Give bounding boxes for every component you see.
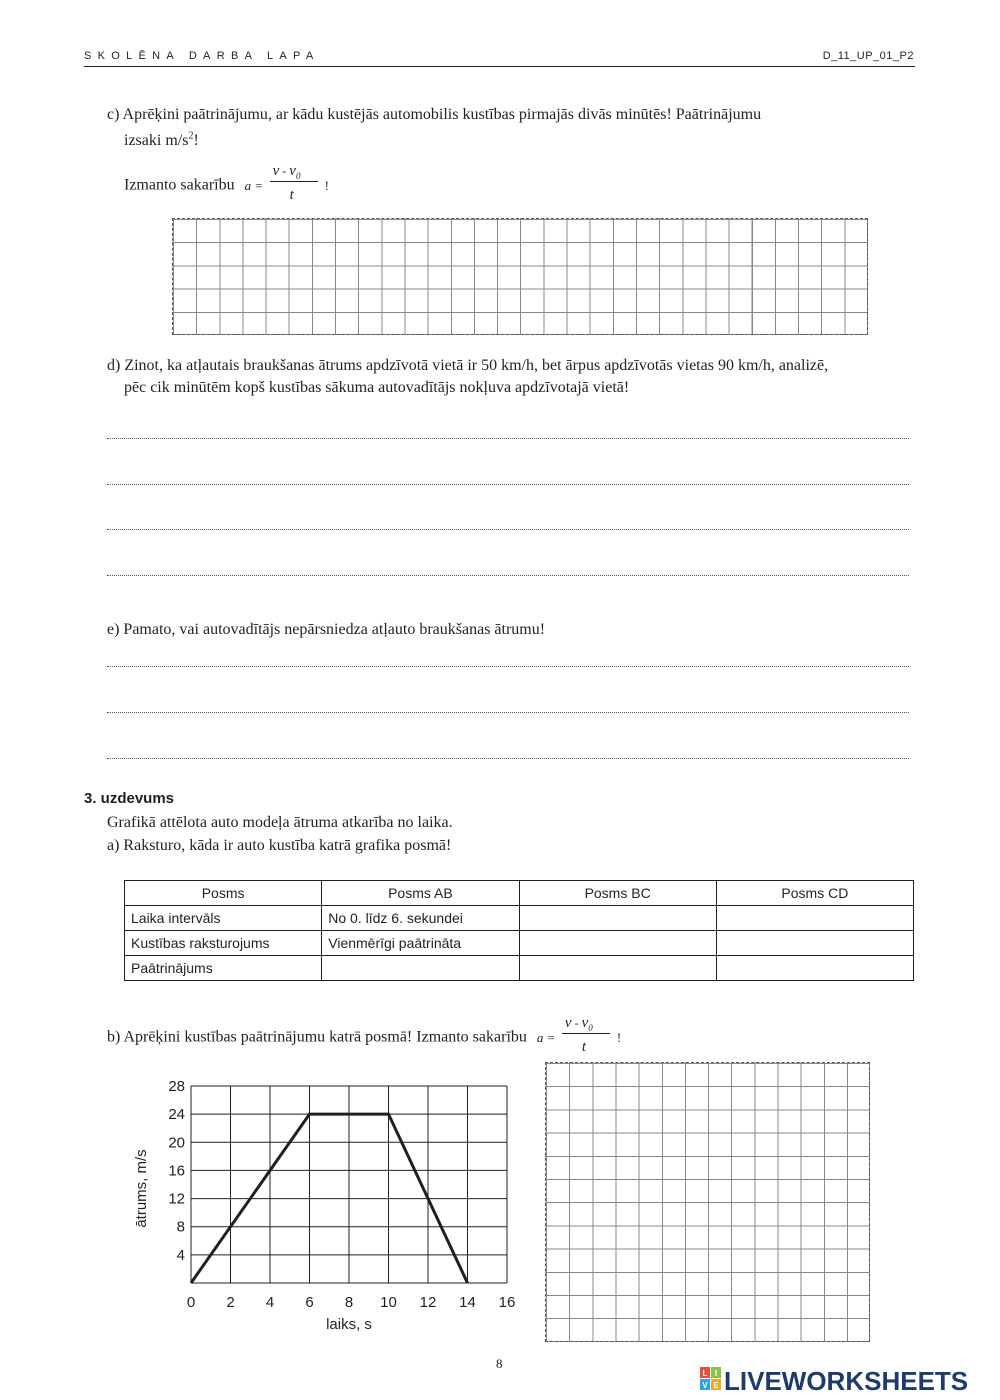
part-b-question	[107, 1015, 627, 1058]
y-tick-label: 16	[168, 1162, 185, 1180]
part-d-answer-line[interactable]	[107, 575, 909, 576]
brand-name: LIVEWORKSHEETS	[724, 1366, 969, 1395]
part-d-answer-line[interactable]	[107, 484, 909, 485]
table-row	[125, 931, 914, 956]
y-tick-labels	[168, 1078, 185, 1264]
table-cell: No 0. līdz 6. sekundei	[322, 906, 519, 931]
document-code: D_11_UP_01_P2	[822, 50, 914, 62]
table-header: Posms AB	[322, 881, 519, 906]
part-c-line-2: izsaki $m/s^2$!	[124, 131, 199, 150]
part-e-question: e) Pamato, vai autovadītājs nepārsniedza atļauto braukšanas ātrumu!	[107, 621, 546, 638]
y-tick-label: 24	[168, 1106, 185, 1124]
acceleration-formula: a = v - $v_0$ t !	[244, 163, 329, 203]
part-c-line-1: c) Aprēķini paātrinājumu, ar kādu kustējās automobilis kustības pirmajās divās minūtēs! Paātrinājumu	[107, 106, 762, 123]
task-3-title: 3. uzdevums	[84, 790, 175, 807]
logo-tile-letter: E	[713, 1381, 719, 1390]
logo-tile-letter: I	[714, 1369, 718, 1378]
x-tick-labels	[187, 1294, 516, 1311]
table-row	[125, 906, 914, 931]
table-cell: Vienmērīgi paātrināta	[322, 931, 519, 956]
logo-tile-letter: L	[702, 1369, 708, 1378]
table-row	[125, 956, 914, 981]
x-tick-label: 2	[226, 1294, 235, 1311]
part-c-question	[107, 104, 761, 152]
formula-intro: Izmanto sakarību	[124, 176, 235, 194]
page-number: 8	[496, 1356, 503, 1371]
part-c-answer-grid[interactable]	[172, 218, 868, 335]
liveworksheets-logo	[700, 1363, 995, 1395]
part-d-question	[107, 355, 828, 399]
task-3-intro: Grafikā attēlota auto modeļa ātruma atkarība no laika.	[107, 814, 453, 831]
header-divider	[84, 66, 915, 67]
y-tick-label: 20	[168, 1134, 185, 1152]
acceleration-formula: a = v - $v_0$ t !	[536, 1015, 622, 1055]
y-tick-label: 28	[168, 1078, 185, 1095]
x-tick-label: 8	[344, 1294, 354, 1311]
x-tick-label: 0	[186, 1294, 196, 1311]
part-e-answer-line[interactable]	[107, 758, 909, 759]
part-b-text: b) Aprēķini kustības paātrinājumu katrā posmā! Izmanto sakarību	[107, 1028, 527, 1046]
part-e-answer-line[interactable]	[107, 712, 909, 713]
table-cell: Kustības raksturojums	[125, 931, 322, 956]
x-tick-label: 16	[498, 1294, 516, 1311]
task-3-part-a: a) Raksturo, kāda ir auto kustība katrā grafika posmā!	[107, 837, 452, 854]
logo-tiles-icon	[700, 1367, 721, 1390]
x-tick-label: 10	[380, 1294, 397, 1311]
table-cell: Paātrinājums	[125, 956, 322, 981]
part-d-line-2: pēc cik minūtēm kopš kustības sākuma autovadītājs nokļuva apdzīvotajā vietā!	[124, 379, 630, 396]
part-d-line-1: d) Zinot, ka atļautais braukšanas ātrums apdzīvotā vietā ir 50 km/h, bet ārpus apdzīvotās vietas 90 km/h, analizē,	[107, 357, 829, 374]
answer-cell[interactable]	[519, 931, 716, 956]
table-header-row	[125, 881, 914, 906]
x-tick-label: 4	[265, 1294, 275, 1311]
segments-table	[124, 880, 914, 981]
x-tick-label: 12	[419, 1294, 437, 1311]
answer-cell[interactable]	[519, 956, 716, 981]
answer-cell[interactable]	[716, 906, 913, 931]
y-axis-label: ātrums, m/s	[133, 1149, 150, 1228]
part-c-formula-line	[124, 163, 335, 206]
y-tick-label: 4	[176, 1246, 185, 1264]
table-header: Posms	[125, 881, 322, 906]
table-header: Posms CD	[716, 881, 913, 906]
velocity-time-chart	[120, 1070, 540, 1340]
answer-cell[interactable]	[716, 931, 913, 956]
part-d-answer-line[interactable]	[107, 438, 909, 439]
answer-cell[interactable]	[716, 956, 913, 981]
x-tick-label: 14	[459, 1294, 476, 1311]
worksheet-label: SKOLĒNA DARBA LAPA	[84, 50, 320, 62]
table-cell: Laika intervāls	[125, 906, 322, 931]
table-header: Posms BC	[519, 881, 716, 906]
part-e-answer-line[interactable]	[107, 666, 909, 667]
y-tick-label: 12	[168, 1190, 185, 1208]
part-d-answer-line[interactable]	[107, 529, 909, 530]
answer-cell[interactable]	[519, 906, 716, 931]
answer-cell[interactable]	[322, 956, 519, 981]
y-tick-label: 8	[176, 1218, 185, 1236]
logo-tile-letter: V	[702, 1381, 708, 1390]
part-b-answer-grid[interactable]	[545, 1062, 870, 1342]
x-tick-label: 6	[305, 1294, 314, 1311]
x-axis-label: laiks, s	[326, 1316, 372, 1333]
